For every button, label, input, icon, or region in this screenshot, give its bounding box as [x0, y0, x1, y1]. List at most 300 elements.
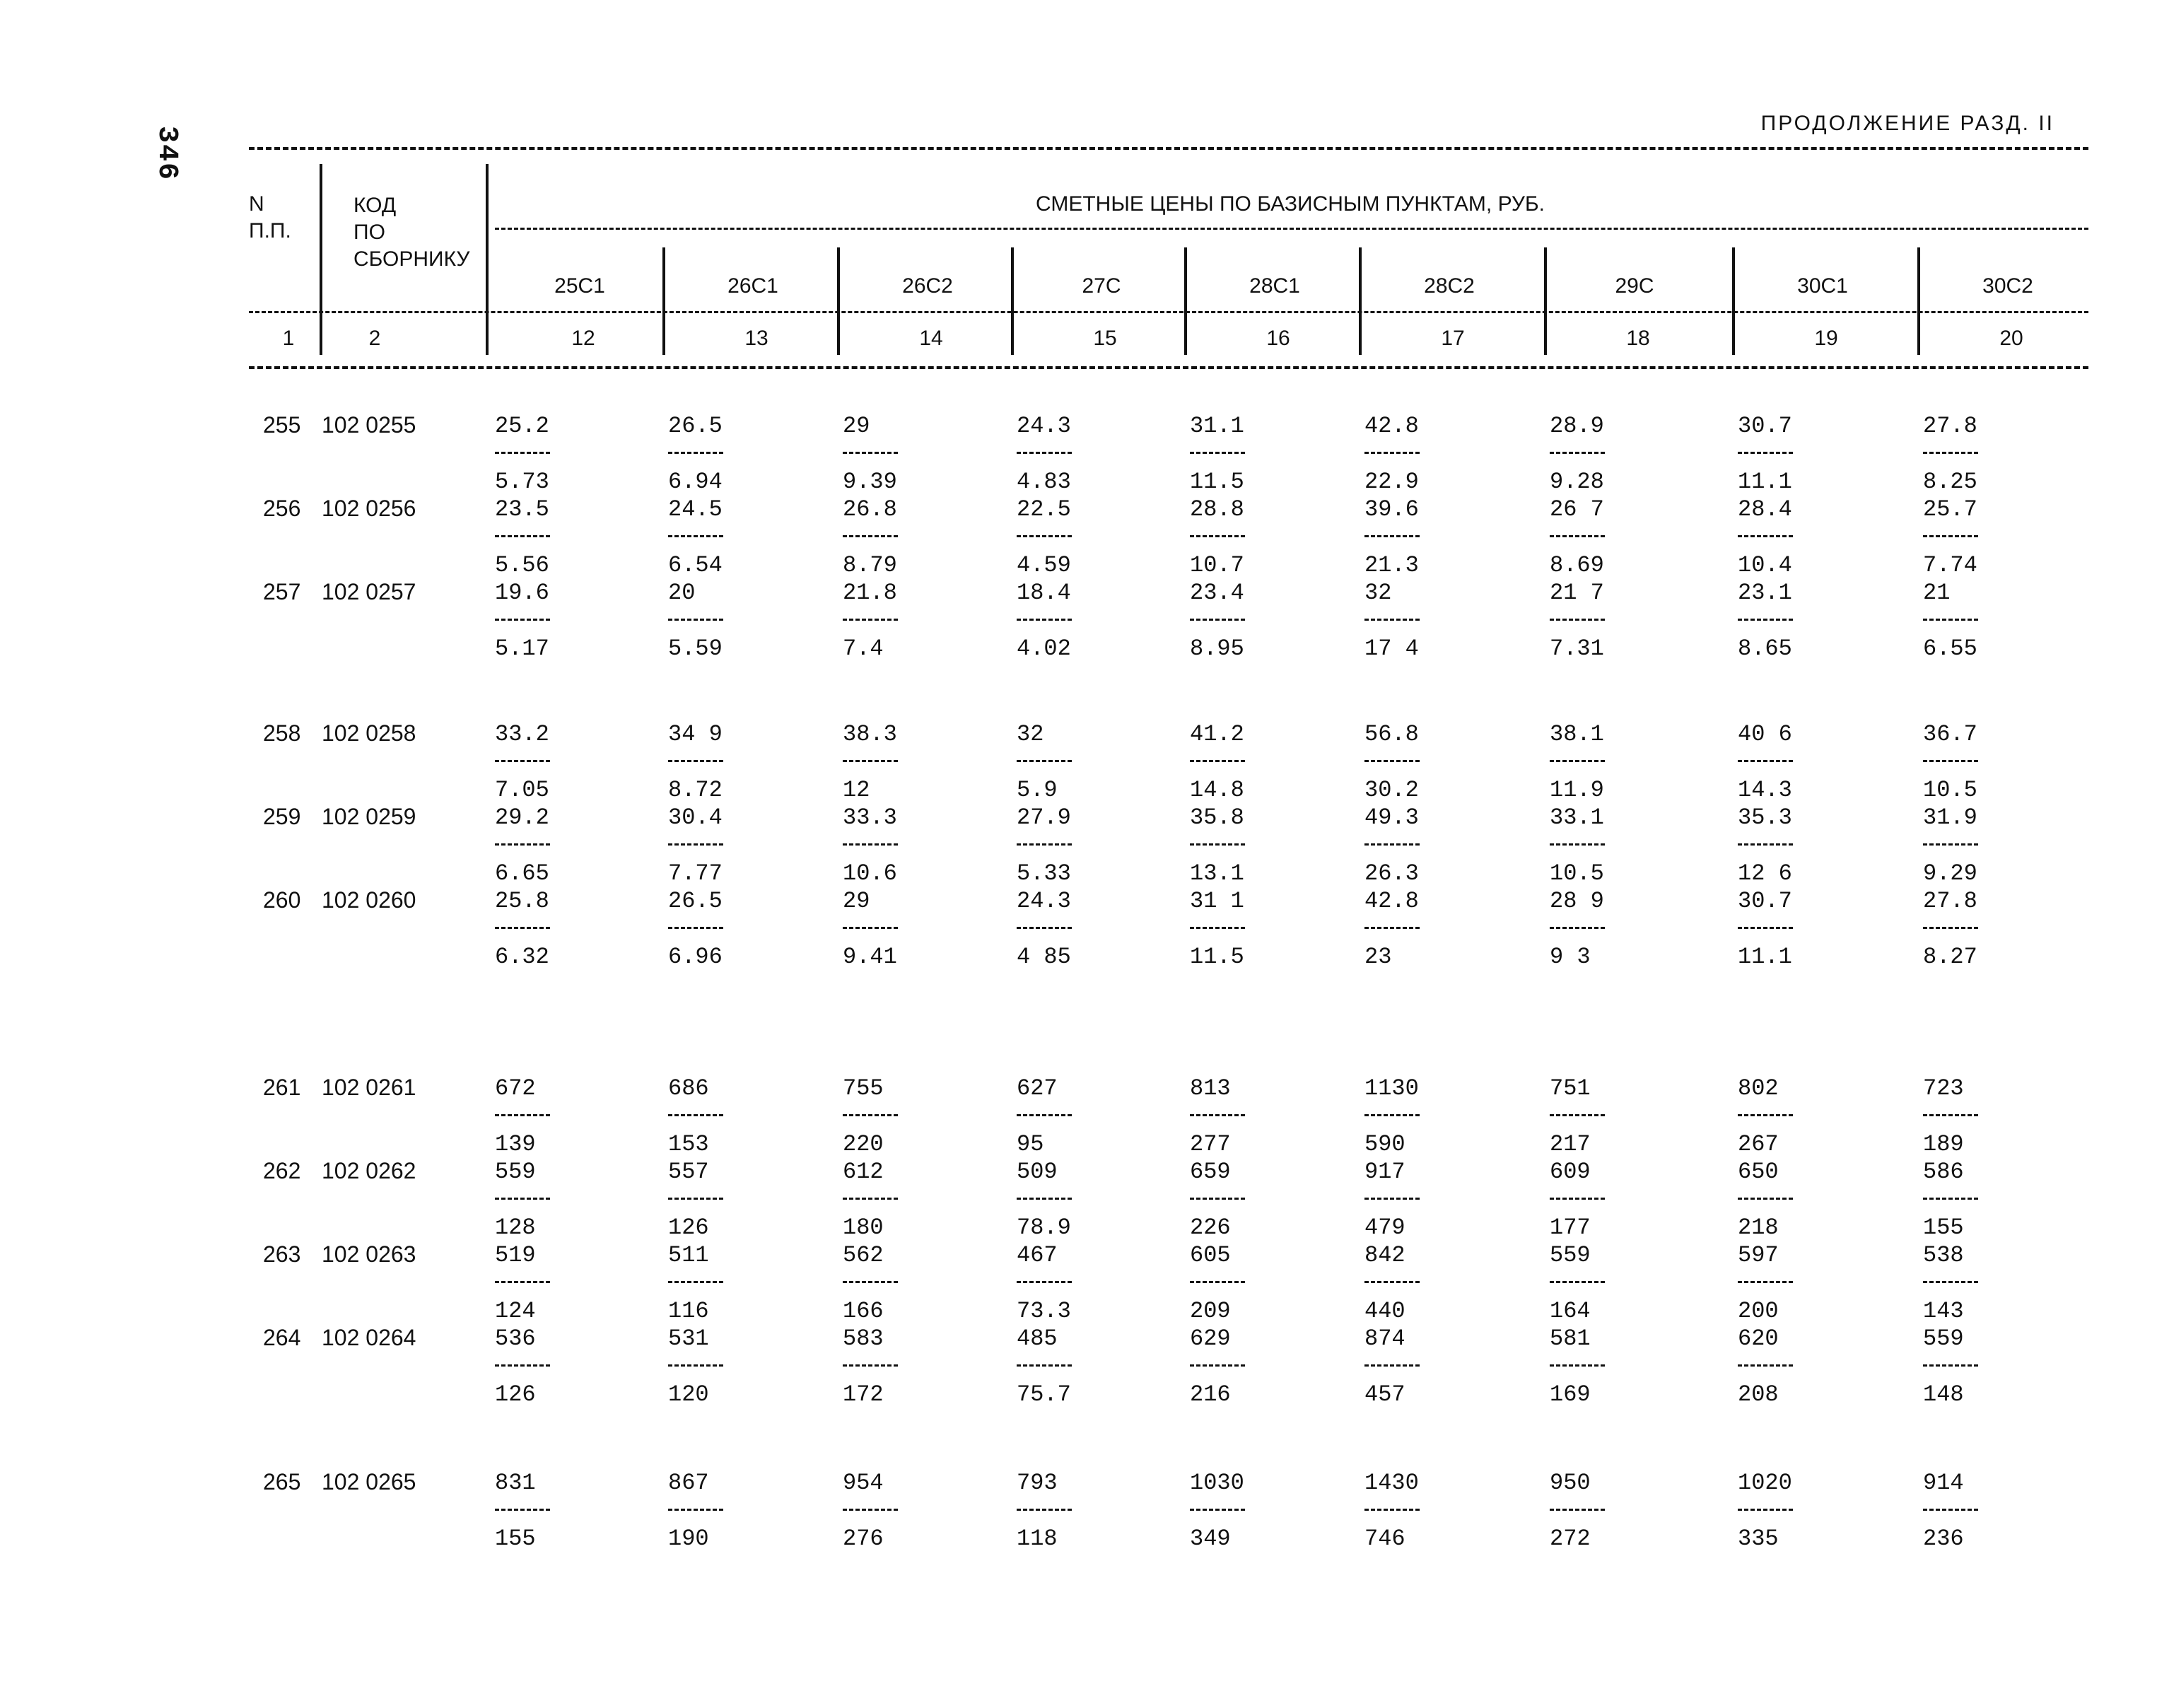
price-total: 32 — [1017, 721, 1044, 747]
price-total: 28.9 — [1550, 413, 1604, 439]
price-cell — [1017, 1469, 1072, 1552]
price-total: 586 — [1923, 1159, 1964, 1185]
price-component: 17 4 — [1364, 636, 1419, 662]
fraction-dash — [1738, 452, 1793, 454]
price-total: 20 — [668, 580, 696, 606]
price-cell — [495, 804, 550, 887]
price-component: 9 3 — [1550, 944, 1591, 970]
fraction-dash — [843, 1198, 898, 1200]
header-point-0: 25С1 — [554, 274, 605, 298]
fraction-dash — [1190, 1114, 1245, 1116]
price-cell — [1190, 496, 1245, 579]
price-total: 751 — [1550, 1075, 1591, 1101]
fraction-dash — [668, 1364, 723, 1367]
price-total: 38.3 — [843, 721, 897, 747]
price-total: 581 — [1550, 1326, 1591, 1352]
fraction-dash — [1364, 1114, 1420, 1116]
fraction-dash — [1017, 1198, 1072, 1200]
price-cell — [668, 1158, 723, 1241]
point-divider-2 — [837, 247, 840, 355]
price-component: 120 — [668, 1381, 709, 1408]
price-component: 118 — [1017, 1526, 1058, 1552]
price-cell — [1738, 496, 1793, 579]
price-total: 56.8 — [1364, 721, 1419, 747]
price-cell — [843, 579, 898, 662]
fraction-dash — [668, 619, 723, 621]
price-component: 5.33 — [1017, 860, 1071, 887]
price-cell — [1364, 720, 1420, 804]
price-component: 12 6 — [1738, 860, 1792, 887]
fraction-dash — [1017, 1281, 1072, 1283]
price-total: 23.4 — [1190, 580, 1244, 606]
price-cell — [1550, 412, 1605, 496]
header-col-number-14: 14 — [919, 327, 943, 350]
fraction-dash — [1017, 843, 1072, 846]
fraction-dash — [1738, 619, 1793, 621]
price-total: 954 — [843, 1470, 884, 1496]
price-total: 536 — [495, 1326, 536, 1352]
price-cell — [1017, 1075, 1072, 1158]
price-component: 9.41 — [843, 944, 897, 970]
fraction-dash — [1364, 535, 1420, 537]
price-cell — [1190, 1469, 1245, 1552]
price-total: 38.1 — [1550, 721, 1604, 747]
fraction-dash — [1550, 1198, 1605, 1200]
price-component: 11.5 — [1190, 469, 1244, 495]
price-component: 8.72 — [668, 777, 723, 803]
price-total: 659 — [1190, 1159, 1231, 1185]
price-component: 128 — [495, 1215, 536, 1241]
price-cell — [1364, 1158, 1420, 1241]
price-cell — [843, 1241, 898, 1325]
fraction-dash — [1017, 1509, 1072, 1511]
price-cell — [843, 887, 898, 971]
price-cell — [1017, 412, 1072, 496]
price-component: 95 — [1017, 1131, 1044, 1157]
fraction-dash — [668, 1198, 723, 1200]
price-cell — [1738, 579, 1793, 662]
price-cell — [1550, 1158, 1605, 1241]
price-cell — [1738, 887, 1793, 971]
price-total: 562 — [843, 1242, 884, 1268]
point-divider-4 — [1184, 247, 1187, 355]
price-total: 755 — [843, 1075, 884, 1101]
point-divider-5 — [1359, 247, 1362, 355]
top-rule — [249, 147, 2088, 150]
fraction-dash — [495, 843, 550, 846]
price-total: 32 — [1364, 580, 1392, 606]
price-component: 5.56 — [495, 552, 549, 578]
fraction-dash — [843, 1364, 898, 1367]
fraction-dash — [668, 1114, 723, 1116]
price-cell — [1923, 887, 1978, 971]
price-total: 1430 — [1364, 1470, 1419, 1496]
price-component: 220 — [843, 1131, 884, 1157]
price-component: 200 — [1738, 1298, 1779, 1324]
price-cell — [1017, 1325, 1072, 1408]
fraction-dash — [495, 1364, 550, 1367]
fraction-dash — [668, 452, 723, 454]
price-total: 519 — [495, 1242, 536, 1268]
header-col-number-1: 1 — [282, 327, 295, 350]
fraction-dash — [1550, 619, 1605, 621]
fraction-dash — [843, 1114, 898, 1116]
price-cell — [1190, 579, 1245, 662]
fraction-dash — [1190, 927, 1245, 929]
fraction-dash — [1190, 1364, 1245, 1367]
price-total: 723 — [1923, 1075, 1964, 1101]
price-cell — [1190, 887, 1245, 971]
fraction-dash — [843, 1509, 898, 1511]
price-component: 14.3 — [1738, 777, 1792, 803]
fraction-dash — [1017, 760, 1072, 762]
price-component: 9.28 — [1550, 469, 1604, 495]
price-component: 9.29 — [1923, 860, 1977, 887]
fraction-dash — [668, 535, 723, 537]
price-total: 26 7 — [1550, 496, 1604, 522]
header-col-number-17: 17 — [1441, 327, 1465, 350]
price-component: 22.9 — [1364, 469, 1419, 495]
fraction-dash — [1017, 1364, 1072, 1367]
price-cell — [668, 887, 723, 971]
price-total: 559 — [1923, 1326, 1964, 1352]
header-col-number-19: 19 — [1814, 327, 1838, 350]
price-component: 10.5 — [1550, 860, 1604, 887]
price-cell — [495, 496, 550, 579]
price-cell — [495, 1325, 550, 1408]
price-component: 12 — [843, 777, 870, 803]
price-cell — [495, 412, 550, 496]
row-code: 102 0262 — [322, 1158, 416, 1183]
price-total: 19.6 — [495, 580, 549, 606]
fraction-dash — [668, 1509, 723, 1511]
price-cell — [1190, 1241, 1245, 1325]
price-total: 24.5 — [668, 496, 723, 522]
price-component: 78.9 — [1017, 1215, 1071, 1241]
fraction-dash — [1190, 843, 1245, 846]
price-total: 31.1 — [1190, 413, 1244, 439]
price-cell — [1190, 412, 1245, 496]
price-component: 124 — [495, 1298, 536, 1324]
price-total: 30.7 — [1738, 888, 1792, 914]
price-cell — [1190, 1325, 1245, 1408]
price-cell — [1738, 804, 1793, 887]
point-divider-6 — [1544, 247, 1547, 355]
header-bottom-rule — [249, 366, 2088, 369]
price-cell — [1738, 1241, 1793, 1325]
price-total: 26.5 — [668, 888, 723, 914]
row-number: 258 — [263, 720, 301, 746]
price-total: 25.7 — [1923, 496, 1977, 522]
price-component: 267 — [1738, 1131, 1779, 1157]
fraction-dash — [1923, 452, 1978, 454]
price-total: 650 — [1738, 1159, 1779, 1185]
point-divider-7 — [1732, 247, 1735, 355]
price-total: 629 — [1190, 1326, 1231, 1352]
fraction-dash — [1364, 927, 1420, 929]
header-sub-rule — [249, 311, 2088, 313]
price-cell — [1550, 887, 1605, 971]
row-code: 102 0259 — [322, 804, 416, 829]
price-component: 5.59 — [668, 636, 723, 662]
header-col-number-15: 15 — [1093, 327, 1117, 350]
fraction-dash — [1923, 1281, 1978, 1283]
price-component: 11.5 — [1190, 944, 1244, 970]
price-total: 21 7 — [1550, 580, 1604, 606]
price-total: 531 — [668, 1326, 709, 1352]
fraction-dash — [1738, 760, 1793, 762]
price-total: 33.1 — [1550, 805, 1604, 831]
price-component: 8.69 — [1550, 552, 1604, 578]
price-total: 28.4 — [1738, 496, 1792, 522]
fraction-dash — [495, 927, 550, 929]
price-cell — [1364, 804, 1420, 887]
fraction-dash — [1923, 1509, 1978, 1511]
price-component: 6.94 — [668, 469, 723, 495]
fraction-dash — [668, 1281, 723, 1283]
price-cell — [843, 1158, 898, 1241]
price-component: 5.9 — [1017, 777, 1058, 803]
price-cell — [495, 1241, 550, 1325]
row-code: 102 0263 — [322, 1241, 416, 1267]
price-cell — [1364, 496, 1420, 579]
row-number: 263 — [263, 1241, 301, 1267]
price-cell — [1923, 1469, 1978, 1552]
price-cell — [1923, 1075, 1978, 1158]
price-component: 457 — [1364, 1381, 1405, 1408]
price-total: 627 — [1017, 1075, 1058, 1101]
price-total: 917 — [1364, 1159, 1405, 1185]
price-cell — [1190, 720, 1245, 804]
price-cell — [843, 1075, 898, 1158]
price-total: 33.3 — [843, 805, 897, 831]
header-code-label — [353, 192, 481, 273]
header-col-number-18: 18 — [1626, 327, 1650, 350]
price-component: 6.54 — [668, 552, 723, 578]
price-cell — [1017, 1241, 1072, 1325]
header-col-number-12: 12 — [571, 327, 595, 350]
fraction-dash — [1923, 1364, 1978, 1367]
price-total: 950 — [1550, 1470, 1591, 1496]
price-total: 39.6 — [1364, 496, 1419, 522]
row-number: 259 — [263, 804, 301, 829]
header-num-line2: П.П. — [249, 219, 291, 242]
price-total: 874 — [1364, 1326, 1405, 1352]
price-total: 620 — [1738, 1326, 1779, 1352]
price-cell — [1550, 720, 1605, 804]
price-total: 27.8 — [1923, 888, 1977, 914]
price-cell — [843, 412, 898, 496]
price-total: 29 — [843, 888, 870, 914]
price-total: 21 — [1923, 580, 1951, 606]
price-total: 33.2 — [495, 721, 549, 747]
price-cell — [1738, 412, 1793, 496]
point-divider-8 — [1917, 247, 1920, 355]
fraction-dash — [1923, 1198, 1978, 1200]
fraction-dash — [495, 760, 550, 762]
price-total: 511 — [668, 1242, 709, 1268]
price-component: 217 — [1550, 1131, 1591, 1157]
price-cell — [1923, 496, 1978, 579]
price-cell — [843, 1469, 898, 1552]
price-component: 10.5 — [1923, 777, 1977, 803]
price-component: 116 — [668, 1298, 709, 1324]
price-component: 8.27 — [1923, 944, 1977, 970]
row-number: 262 — [263, 1158, 301, 1183]
price-total: 597 — [1738, 1242, 1779, 1268]
price-component: 189 — [1923, 1131, 1964, 1157]
price-total: 802 — [1738, 1075, 1779, 1101]
price-cell — [1017, 887, 1072, 971]
header-col-number-13: 13 — [744, 327, 768, 350]
price-total: 612 — [843, 1159, 884, 1185]
price-total: 21.8 — [843, 580, 897, 606]
price-cell — [668, 804, 723, 887]
price-cell — [495, 579, 550, 662]
price-total: 27.8 — [1923, 413, 1977, 439]
fraction-dash — [1738, 1114, 1793, 1116]
price-total: 609 — [1550, 1159, 1591, 1185]
header-point-6: 29С — [1615, 274, 1654, 298]
row-code: 102 0265 — [322, 1469, 416, 1494]
price-component: 10.4 — [1738, 552, 1792, 578]
price-total: 18.4 — [1017, 580, 1071, 606]
fraction-dash — [843, 760, 898, 762]
price-total: 36.7 — [1923, 721, 1977, 747]
fraction-dash — [1738, 927, 1793, 929]
fraction-dash — [1550, 452, 1605, 454]
fraction-dash — [1364, 1198, 1420, 1200]
fraction-dash — [1364, 760, 1420, 762]
price-total: 813 — [1190, 1075, 1231, 1101]
price-total: 583 — [843, 1326, 884, 1352]
price-total: 34 9 — [668, 721, 723, 747]
price-total: 31.9 — [1923, 805, 1977, 831]
header-point-7: 30С1 — [1797, 274, 1848, 298]
price-total: 26.5 — [668, 413, 723, 439]
fraction-dash — [495, 1114, 550, 1116]
fraction-dash — [1550, 1114, 1605, 1116]
price-component: 7.31 — [1550, 636, 1604, 662]
price-cell — [843, 804, 898, 887]
price-component: 6.32 — [495, 944, 549, 970]
row-number: 261 — [263, 1075, 301, 1100]
price-cell — [1550, 1241, 1605, 1325]
price-cell — [1923, 804, 1978, 887]
fraction-dash — [1364, 452, 1420, 454]
price-cell — [1550, 579, 1605, 662]
price-component: 11.9 — [1550, 777, 1604, 803]
price-cell — [1738, 1469, 1793, 1552]
price-component: 177 — [1550, 1215, 1591, 1241]
price-component: 10.7 — [1190, 552, 1244, 578]
fraction-dash — [1550, 1281, 1605, 1283]
price-component: 153 — [668, 1131, 709, 1157]
price-total: 23.1 — [1738, 580, 1792, 606]
price-component: 226 — [1190, 1215, 1231, 1241]
price-cell — [1017, 720, 1072, 804]
price-cell — [1190, 804, 1245, 887]
fraction-dash — [495, 452, 550, 454]
fraction-dash — [1923, 535, 1978, 537]
price-component: 218 — [1738, 1215, 1779, 1241]
price-total: 30.4 — [668, 805, 723, 831]
price-total: 686 — [668, 1075, 709, 1101]
fraction-dash — [1738, 1198, 1793, 1200]
price-cell — [495, 887, 550, 971]
price-total: 22.5 — [1017, 496, 1071, 522]
price-cell — [1738, 1075, 1793, 1158]
price-cell — [1017, 579, 1072, 662]
price-component: 10.6 — [843, 860, 897, 887]
fraction-dash — [1190, 535, 1245, 537]
price-component: 8.65 — [1738, 636, 1792, 662]
price-component: 21.3 — [1364, 552, 1419, 578]
row-code: 102 0255 — [322, 412, 416, 438]
price-cell — [495, 1075, 550, 1158]
header-point-3: 27С — [1082, 274, 1121, 298]
price-component: 8.25 — [1923, 469, 1977, 495]
price-component: 166 — [843, 1298, 884, 1324]
header-point-8: 30С2 — [1982, 274, 2033, 298]
price-component: 236 — [1923, 1526, 1964, 1552]
price-component: 479 — [1364, 1215, 1405, 1241]
price-component: 11.1 — [1738, 469, 1792, 495]
price-cell — [1017, 1158, 1072, 1241]
price-cell — [1738, 720, 1793, 804]
price-component: 746 — [1364, 1526, 1405, 1552]
price-component: 155 — [495, 1526, 536, 1552]
fraction-dash — [495, 535, 550, 537]
price-total: 25.8 — [495, 888, 549, 914]
price-component: 143 — [1923, 1298, 1964, 1324]
price-total: 23.5 — [495, 496, 549, 522]
fraction-dash — [843, 927, 898, 929]
price-total: 559 — [1550, 1242, 1591, 1268]
price-component: 208 — [1738, 1381, 1779, 1408]
price-component: 349 — [1190, 1526, 1231, 1552]
fraction-dash — [1017, 619, 1072, 621]
fraction-dash — [495, 1198, 550, 1200]
price-cell — [495, 1158, 550, 1241]
price-total: 35.3 — [1738, 805, 1792, 831]
fraction-dash — [843, 843, 898, 846]
fraction-dash — [1738, 1509, 1793, 1511]
price-cell — [1364, 1241, 1420, 1325]
fraction-dash — [495, 619, 550, 621]
price-component: 6.65 — [495, 860, 549, 887]
price-component: 7.74 — [1923, 552, 1977, 578]
price-cell — [1550, 1469, 1605, 1552]
price-component: 272 — [1550, 1526, 1591, 1552]
header-code-line3: СБОРНИКУ — [353, 247, 470, 271]
price-total: 27.9 — [1017, 805, 1071, 831]
header-point-4: 28С1 — [1249, 274, 1300, 298]
header-point-1: 26С1 — [727, 274, 778, 298]
fraction-dash — [1550, 927, 1605, 929]
price-component: 5.73 — [495, 469, 549, 495]
price-component: 276 — [843, 1526, 884, 1552]
price-cell — [1190, 1158, 1245, 1241]
price-cell — [668, 1241, 723, 1325]
price-cell — [668, 1325, 723, 1408]
price-total: 42.8 — [1364, 413, 1419, 439]
price-component: 440 — [1364, 1298, 1405, 1324]
header-code-line1: КОД — [353, 194, 397, 217]
price-total: 1020 — [1738, 1470, 1792, 1496]
price-cell — [1364, 412, 1420, 496]
header-num-label — [249, 191, 312, 245]
